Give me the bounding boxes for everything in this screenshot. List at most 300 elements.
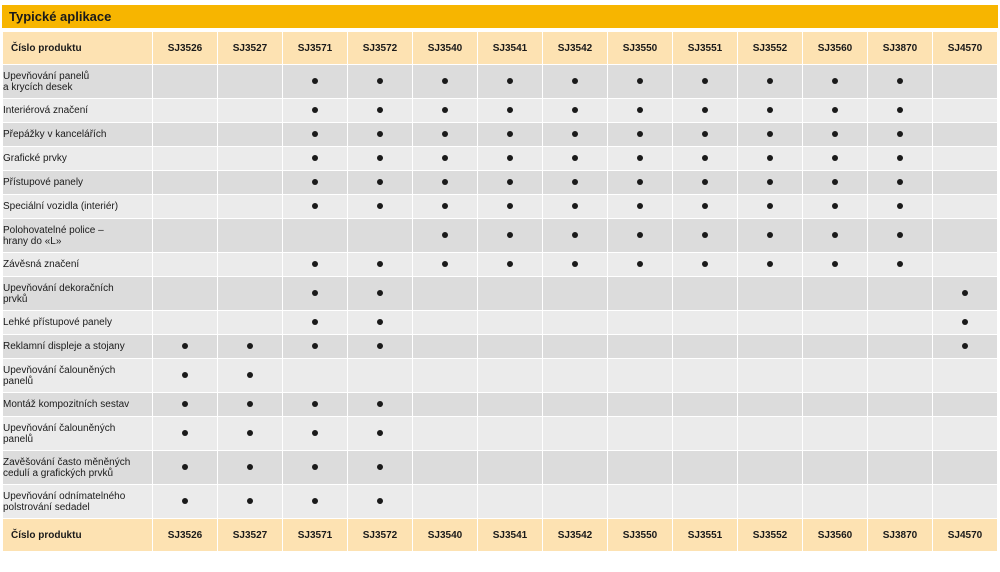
table-cell: [153, 277, 218, 311]
bullet-dot-icon: [312, 107, 318, 113]
table-row: [3, 219, 998, 253]
table-cell: [413, 417, 478, 451]
table-cell: [543, 451, 608, 485]
table-cell: [348, 451, 413, 485]
table-cell: [803, 219, 868, 253]
bullet-dot-icon: [832, 232, 838, 238]
table-cell: [608, 99, 673, 123]
table-cell: [868, 359, 933, 393]
table-cell: [153, 147, 218, 171]
table-cell: [153, 359, 218, 393]
bullet-dot-icon: [312, 290, 318, 296]
bullet-dot-icon: [312, 78, 318, 84]
bullet-dot-icon: [637, 131, 643, 137]
table-cell: [738, 451, 803, 485]
table-cell: [348, 277, 413, 311]
footer-product-sj3870: SJ3870: [868, 519, 933, 552]
bullet-dot-icon: [962, 343, 968, 349]
bullet-dot-icon: [637, 203, 643, 209]
table-cell: [673, 219, 738, 253]
table-cell: [868, 277, 933, 311]
table-cell: [608, 253, 673, 277]
table-cell: [283, 393, 348, 417]
table-cell: [933, 335, 998, 359]
bullet-dot-icon: [897, 232, 903, 238]
bullet-dot-icon: [637, 232, 643, 238]
bullet-dot-icon: [572, 179, 578, 185]
table-cell: [478, 195, 543, 219]
table-cell: [673, 335, 738, 359]
table-cell: [348, 335, 413, 359]
table-cell: [868, 195, 933, 219]
table-cell: [413, 171, 478, 195]
table-cell: [283, 359, 348, 393]
table-row: [3, 65, 998, 99]
table-cell: [738, 195, 803, 219]
table-cell: [803, 359, 868, 393]
bullet-dot-icon: [832, 78, 838, 84]
bullet-dot-icon: [247, 372, 253, 378]
bullet-dot-icon: [442, 232, 448, 238]
bullet-dot-icon: [637, 261, 643, 267]
bullet-dot-icon: [767, 155, 773, 161]
product-number-label: Číslo produktu: [3, 32, 153, 65]
table-cell: [413, 253, 478, 277]
table-cell: [348, 311, 413, 335]
bullet-dot-icon: [377, 319, 383, 325]
table-row: [3, 393, 998, 417]
bullet-dot-icon: [897, 203, 903, 209]
table-cell: [673, 99, 738, 123]
bullet-dot-icon: [442, 78, 448, 84]
table-cell: [673, 393, 738, 417]
table-cell: [673, 253, 738, 277]
table-cell: [543, 485, 608, 519]
table-row: [3, 417, 998, 451]
table-cell: [543, 65, 608, 99]
table-cell: [413, 147, 478, 171]
bullet-dot-icon: [312, 319, 318, 325]
table-cell: [803, 195, 868, 219]
table-cell: [868, 99, 933, 123]
table-cell: [608, 171, 673, 195]
bullet-dot-icon: [702, 232, 708, 238]
table-cell: [933, 417, 998, 451]
table-cell: [478, 65, 543, 99]
table-cell: [348, 99, 413, 123]
table-cell: [348, 359, 413, 393]
table-cell: [478, 335, 543, 359]
table-cell: [218, 451, 283, 485]
table-row: [3, 311, 998, 335]
table-row: [3, 171, 998, 195]
application-label: Upevňování čalouněných panelů: [3, 417, 153, 451]
table-cell: [413, 451, 478, 485]
bullet-dot-icon: [507, 78, 513, 84]
table-cell: [868, 123, 933, 147]
table-cell: [413, 219, 478, 253]
table-cell: [478, 359, 543, 393]
header-product-sj3541: SJ3541: [478, 32, 543, 65]
table-cell: [803, 171, 868, 195]
bullet-dot-icon: [832, 107, 838, 113]
table-cell: [478, 417, 543, 451]
table-cell: [348, 65, 413, 99]
table-cell: [608, 311, 673, 335]
footer-row: [3, 519, 998, 552]
bullet-dot-icon: [572, 107, 578, 113]
bullet-dot-icon: [637, 78, 643, 84]
table-cell: [673, 147, 738, 171]
product-number-label-footer: Číslo produktu: [3, 519, 153, 552]
table-cell: [283, 99, 348, 123]
table-cell: [348, 393, 413, 417]
table-row: [3, 195, 998, 219]
table-row: [3, 99, 998, 123]
table-cell: [543, 171, 608, 195]
bullet-dot-icon: [507, 203, 513, 209]
table-cell: [218, 393, 283, 417]
table-cell: [283, 451, 348, 485]
bullet-dot-icon: [507, 232, 513, 238]
table-cell: [738, 359, 803, 393]
table-cell: [153, 171, 218, 195]
bullet-dot-icon: [832, 131, 838, 137]
applications-table: [2, 31, 998, 552]
bullet-dot-icon: [247, 343, 253, 349]
table-cell: [933, 311, 998, 335]
table-cell: [218, 99, 283, 123]
bullet-dot-icon: [377, 261, 383, 267]
bullet-dot-icon: [897, 179, 903, 185]
footer-product-sj3571: SJ3571: [283, 519, 348, 552]
table-cell: [543, 277, 608, 311]
bullet-dot-icon: [702, 203, 708, 209]
table-cell: [348, 417, 413, 451]
bullet-dot-icon: [702, 131, 708, 137]
table-cell: [803, 123, 868, 147]
bullet-dot-icon: [897, 131, 903, 137]
table-cell: [478, 253, 543, 277]
table-cell: [543, 123, 608, 147]
table-cell: [738, 147, 803, 171]
footer-product-sj4570: SJ4570: [933, 519, 998, 552]
bullet-dot-icon: [702, 261, 708, 267]
bullet-dot-icon: [442, 261, 448, 267]
header-product-sj3551: SJ3551: [673, 32, 738, 65]
table-cell: [738, 335, 803, 359]
footer-product-sj3526: SJ3526: [153, 519, 218, 552]
table-cell: [608, 65, 673, 99]
table-cell: [153, 485, 218, 519]
table-cell: [738, 417, 803, 451]
footer-product-sj3572: SJ3572: [348, 519, 413, 552]
table-cell: [283, 195, 348, 219]
bullet-dot-icon: [312, 464, 318, 470]
bullet-dot-icon: [832, 155, 838, 161]
bullet-dot-icon: [377, 498, 383, 504]
table-cell: [933, 99, 998, 123]
table-cell: [803, 393, 868, 417]
bullet-dot-icon: [702, 179, 708, 185]
bullet-dot-icon: [377, 343, 383, 349]
table-cell: [803, 417, 868, 451]
table-cell: [413, 65, 478, 99]
table-cell: [478, 311, 543, 335]
table-cell: [608, 485, 673, 519]
table-cell: [218, 253, 283, 277]
table-cell: [218, 171, 283, 195]
table-cell: [803, 335, 868, 359]
table-cell: [608, 195, 673, 219]
table-cell: [543, 417, 608, 451]
bullet-dot-icon: [767, 78, 773, 84]
table-cell: [218, 147, 283, 171]
table-cell: [413, 195, 478, 219]
table-cell: [608, 123, 673, 147]
bullet-dot-icon: [832, 203, 838, 209]
bullet-dot-icon: [377, 107, 383, 113]
application-label: Reklamní displeje a stojany: [3, 335, 153, 359]
bullet-dot-icon: [377, 430, 383, 436]
table-cell: [868, 335, 933, 359]
bullet-dot-icon: [897, 261, 903, 267]
bullet-dot-icon: [377, 203, 383, 209]
table-cell: [543, 195, 608, 219]
bullet-dot-icon: [702, 107, 708, 113]
bullet-dot-icon: [312, 155, 318, 161]
header-product-sj3572: SJ3572: [348, 32, 413, 65]
table-cell: [933, 65, 998, 99]
table-cell: [933, 277, 998, 311]
table-cell: [218, 195, 283, 219]
table-cell: [283, 65, 348, 99]
table-cell: [348, 147, 413, 171]
table-cell: [218, 65, 283, 99]
table-cell: [413, 277, 478, 311]
table-row: [3, 335, 998, 359]
table-cell: [218, 485, 283, 519]
bullet-dot-icon: [442, 203, 448, 209]
bullet-dot-icon: [182, 498, 188, 504]
bullet-dot-icon: [442, 155, 448, 161]
table-cell: [153, 99, 218, 123]
application-label: Lehké přístupové panely: [3, 311, 153, 335]
table-row: [3, 485, 998, 519]
table-cell: [738, 171, 803, 195]
table-cell: [478, 485, 543, 519]
application-label: Upevňování panelů a krycích desek: [3, 65, 153, 99]
table-cell: [738, 99, 803, 123]
table-cell: [738, 311, 803, 335]
table-cell: [478, 277, 543, 311]
table-cell: [803, 99, 868, 123]
table-cell: [868, 219, 933, 253]
table-cell: [283, 253, 348, 277]
table-cell: [153, 393, 218, 417]
table-cell: [803, 253, 868, 277]
table-cell: [738, 123, 803, 147]
table-cell: [413, 393, 478, 417]
footer-product-sj3552: SJ3552: [738, 519, 803, 552]
table-cell: [803, 485, 868, 519]
table-cell: [543, 147, 608, 171]
table-cell: [218, 219, 283, 253]
footer-product-sj3540: SJ3540: [413, 519, 478, 552]
table-cell: [283, 311, 348, 335]
table-cell: [673, 195, 738, 219]
table-cell: [933, 171, 998, 195]
table-cell: [933, 195, 998, 219]
bullet-dot-icon: [767, 179, 773, 185]
table-cell: [933, 393, 998, 417]
table-cell: [153, 451, 218, 485]
application-label: Upevňování odnímatelného polstrování sedadel: [3, 485, 153, 519]
bullet-dot-icon: [962, 290, 968, 296]
table-cell: [478, 123, 543, 147]
table-cell: [283, 219, 348, 253]
table-cell: [153, 417, 218, 451]
bullet-dot-icon: [442, 179, 448, 185]
footer-product-sj3550: SJ3550: [608, 519, 673, 552]
table-cell: [283, 485, 348, 519]
table-cell: [608, 219, 673, 253]
table-cell: [933, 219, 998, 253]
bullet-dot-icon: [182, 343, 188, 349]
bullet-dot-icon: [832, 179, 838, 185]
table-cell: [673, 277, 738, 311]
header-product-sj3540: SJ3540: [413, 32, 478, 65]
bullet-dot-icon: [377, 401, 383, 407]
table-cell: [933, 485, 998, 519]
table-cell: [673, 123, 738, 147]
table-cell: [543, 99, 608, 123]
bullet-dot-icon: [312, 401, 318, 407]
bullet-dot-icon: [507, 179, 513, 185]
bullet-dot-icon: [247, 464, 253, 470]
bullet-dot-icon: [897, 107, 903, 113]
table-cell: [478, 171, 543, 195]
bullet-dot-icon: [572, 78, 578, 84]
footer-product-sj3541: SJ3541: [478, 519, 543, 552]
table-cell: [413, 123, 478, 147]
table-cell: [218, 123, 283, 147]
table-cell: [283, 171, 348, 195]
table-cell: [608, 359, 673, 393]
bullet-dot-icon: [182, 430, 188, 436]
table-cell: [868, 311, 933, 335]
bullet-dot-icon: [767, 261, 773, 267]
table-cell: [153, 219, 218, 253]
bullet-dot-icon: [897, 155, 903, 161]
table-cell: [673, 311, 738, 335]
table-cell: [803, 451, 868, 485]
table-row: [3, 147, 998, 171]
table-cell: [868, 451, 933, 485]
table-cell: [868, 485, 933, 519]
table-cell: [608, 393, 673, 417]
table-cell: [413, 335, 478, 359]
table-cell: [543, 335, 608, 359]
table-cell: [738, 393, 803, 417]
bullet-dot-icon: [312, 203, 318, 209]
bullet-dot-icon: [247, 401, 253, 407]
footer-product-sj3551: SJ3551: [673, 519, 738, 552]
table-cell: [933, 123, 998, 147]
table-row: [3, 277, 998, 311]
application-label: Montáž kompozitních sestav: [3, 393, 153, 417]
bullet-dot-icon: [637, 107, 643, 113]
bullet-dot-icon: [377, 155, 383, 161]
bullet-dot-icon: [377, 78, 383, 84]
table-cell: [738, 253, 803, 277]
bullet-dot-icon: [507, 155, 513, 161]
table-cell: [868, 65, 933, 99]
table-cell: [543, 393, 608, 417]
table-cell: [348, 219, 413, 253]
bullet-dot-icon: [897, 78, 903, 84]
table-cell: [543, 311, 608, 335]
bullet-dot-icon: [702, 78, 708, 84]
table-cell: [608, 335, 673, 359]
table-cell: [478, 393, 543, 417]
bullet-dot-icon: [767, 203, 773, 209]
bullet-dot-icon: [572, 155, 578, 161]
application-label: Upevňování čalouněných panelů: [3, 359, 153, 393]
header-product-sj3870: SJ3870: [868, 32, 933, 65]
table-cell: [478, 147, 543, 171]
bullet-dot-icon: [312, 179, 318, 185]
application-label: Upevňování dekoračních prvků: [3, 277, 153, 311]
bullet-dot-icon: [377, 131, 383, 137]
table-row: [3, 451, 998, 485]
header-product-sj3527: SJ3527: [218, 32, 283, 65]
bullet-dot-icon: [637, 179, 643, 185]
table-cell: [608, 147, 673, 171]
table-cell: [933, 253, 998, 277]
table-cell: [738, 485, 803, 519]
table-cell: [153, 311, 218, 335]
application-label: Speciální vozidla (interiér): [3, 195, 153, 219]
bullet-dot-icon: [442, 107, 448, 113]
footer-product-sj3542: SJ3542: [543, 519, 608, 552]
table-row: [3, 359, 998, 393]
table-cell: [868, 417, 933, 451]
footer-product-sj3560: SJ3560: [803, 519, 868, 552]
table-cell: [868, 171, 933, 195]
header-row: [3, 32, 998, 65]
table-cell: [413, 359, 478, 393]
table-cell: [283, 417, 348, 451]
table-cell: [153, 195, 218, 219]
bullet-dot-icon: [572, 131, 578, 137]
header-product-sj3571: SJ3571: [283, 32, 348, 65]
table-cell: [673, 171, 738, 195]
bullet-dot-icon: [442, 131, 448, 137]
table-cell: [218, 311, 283, 335]
table-cell: [413, 485, 478, 519]
bullet-dot-icon: [507, 261, 513, 267]
table-cell: [478, 451, 543, 485]
table-cell: [283, 123, 348, 147]
bullet-dot-icon: [637, 155, 643, 161]
bullet-dot-icon: [572, 261, 578, 267]
table-cell: [413, 99, 478, 123]
bullet-dot-icon: [182, 464, 188, 470]
table-cell: [153, 123, 218, 147]
application-label: Přepážky v kancelářích: [3, 123, 153, 147]
table-cell: [608, 417, 673, 451]
